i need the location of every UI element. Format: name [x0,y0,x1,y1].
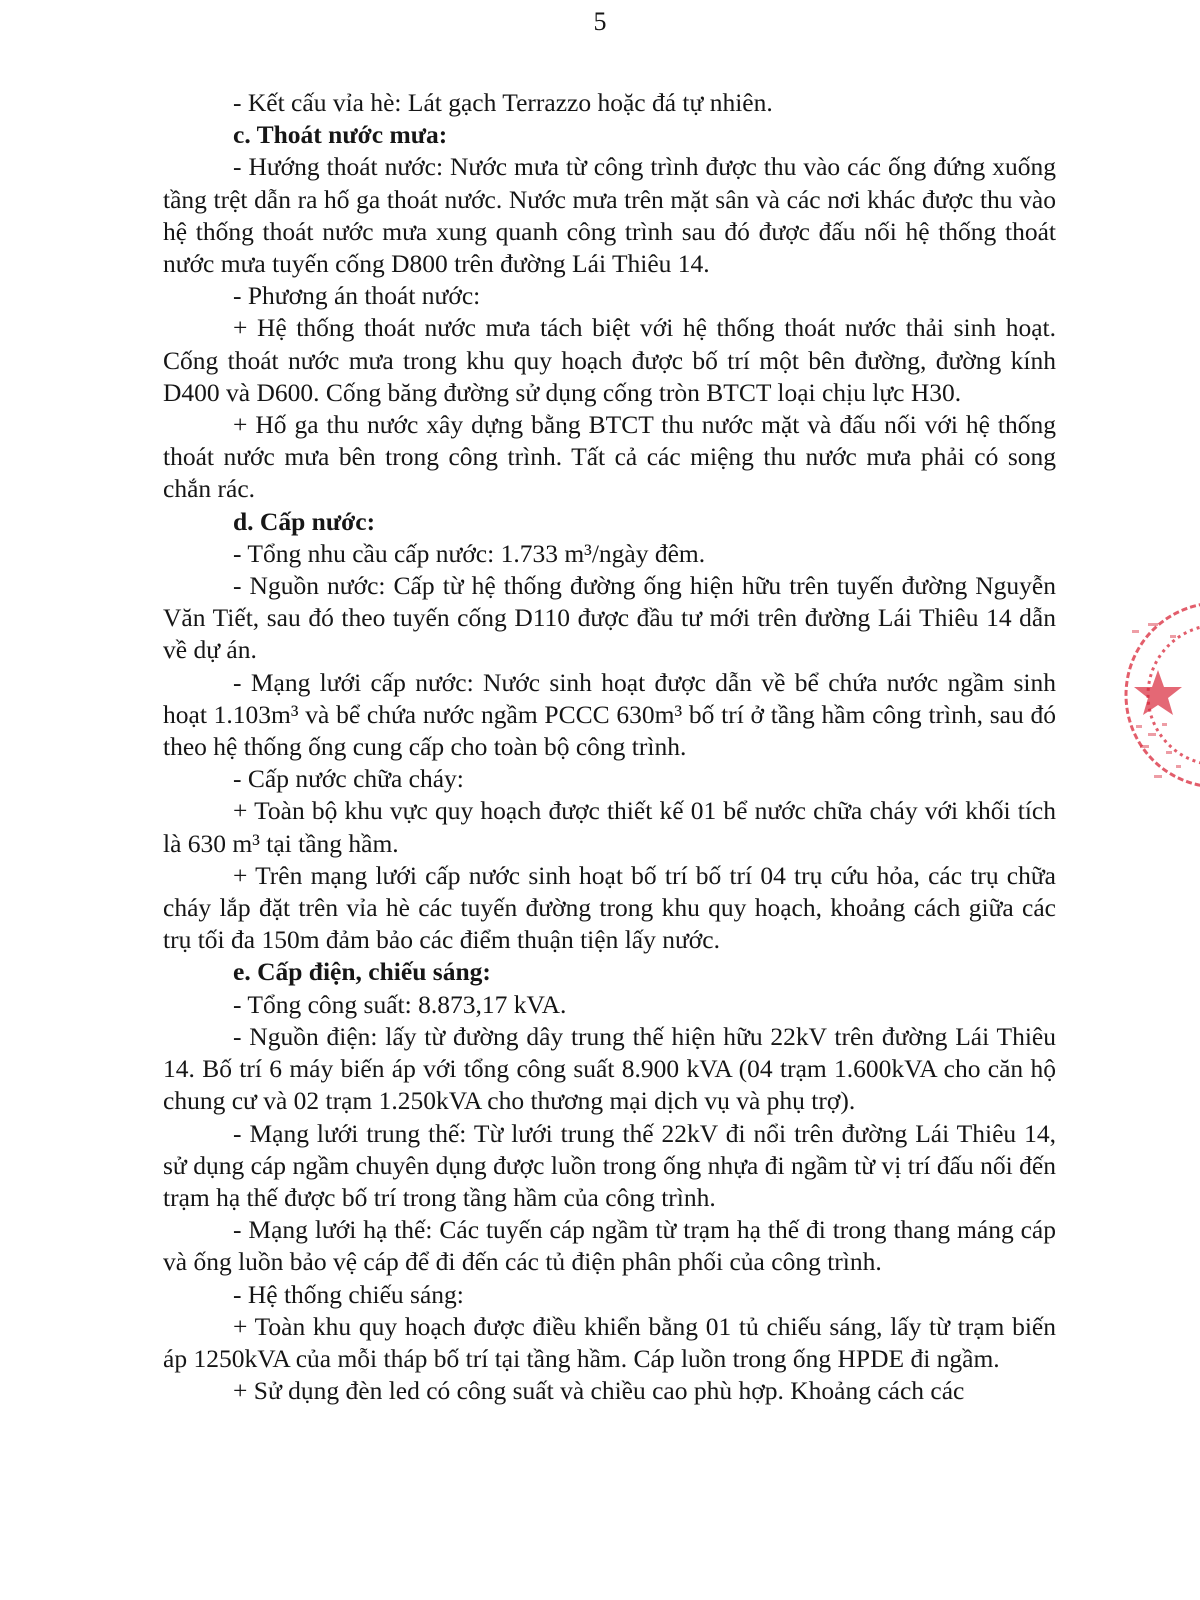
section-heading: d. Cấp nước: [233,506,376,536]
page-number: 5 [593,7,607,36]
paragraph: - Mạng lưới trung thế: Từ lưới trung thế 22kV đi nổi trên đường Lái Thiêu 14, sử dụng cáp ngầm chuyên dụng được luồn trong ống nhựa đi ngầm từ vị trí đấu nối đến trạm hạ thế được bố trí trong tầng hầm của công trình. [163,1118,1056,1212]
section-heading: c. Thoát nước mưa: [233,120,448,150]
paragraph: + Sử dụng đèn led có công suất và chiều cao phù hợp. Khoảng cách các [233,1376,965,1406]
paragraph: - Cấp nước chữa cháy: [233,764,464,794]
paragraph: - Mạng lưới cấp nước: Nước sinh hoạt được dẫn về bể chứa nước ngầm sinh hoạt 1.103m³ và bể chứa nước ngầm PCCC 630m³ bố trí ở tầng hầm công trình, sau đó theo hệ thống ống cung cấp cho toàn bộ công trình. [163,667,1056,762]
paragraph: - Tổng nhu cầu cấp nước: 1.733 m³/ngày đêm. [233,538,706,568]
paragraph: + Toàn bộ khu vực quy hoạch được thiết kế 01 bể nước chữa cháy với khối tích là 630 m³ tại tầng hầm. [163,796,1056,858]
paragraph: - Nguồn điện: lấy từ đường dây trung thế hiện hữu 22kV trên đường Lái Thiêu 14. Bố trí 6 máy biến áp với tổng công suất 8.900 kVA (04 trạm 1.600kVA cho căn hộ chung cư và 02 trạm 1.250kVA cho thương mại dịch vụ và phụ trợ). [163,1021,1056,1116]
seal-stamp [1118,575,1200,815]
paragraph: - Nguồn nước: Cấp từ hệ thống đường ống hiện hữu trên tuyến đường Nguyễn Văn Tiết, sau đó theo tuyến cống D110 được đầu tư mới trên đường Lái Thiêu 14 dẫn về dự án. [163,571,1056,665]
paragraph: - Kết cấu vỉa hè: Lát gạch Terrazzo hoặc đá tự nhiên. [233,88,773,117]
paragraph: - Tổng công suất: 8.873,17 kVA. [233,989,567,1019]
paragraph: + Hệ thống thoát nước mưa tách biệt với hệ thống thoát nước thải sinh hoạt. Cống thoát nước mưa trong khu quy hoạch được bố trí một bên đường, đường kính D400 và D600. Cống băng đường sử dụng cống tròn BTCT loại chịu lực H30. [163,313,1056,407]
paragraph: + Toàn khu quy hoạch được điều khiển bằng 01 tủ chiếu sáng, lấy từ trạm biến áp 1250kVA của mỗi tháp bố trí tại tầng hầm. Cáp luồn trong ống HPDE đi ngầm. [163,1311,1056,1373]
paragraph: - Hệ thống chiếu sáng: [233,1279,464,1309]
seal-star [1134,670,1182,715]
paragraph: - Hướng thoát nước: Nước mưa từ công trình được thu vào các ống đứng xuống tầng trệt dẫn ra hố ga thoát nước. Nước mưa trên mặt sân và các nơi khác được thu vào hệ thống thoát nước mưa xung quanh công trình sau đó được đấu nối hệ thống thoát nước mưa tuyến cống D800 trên đường Lái Thiêu 14. [163,152,1056,279]
paragraph: - Mạng lưới hạ thế: Các tuyến cáp ngầm từ trạm hạ thế đi trong thang máng cáp và ống luồn bảo vệ cáp để đi đến các tủ điện phân phối của công trình. [163,1215,1056,1277]
section-heading: e. Cấp điện, chiếu sáng: [233,957,491,987]
paragraph: + Trên mạng lưới cấp nước sinh hoạt bố trí bố trí 04 trụ cứu hỏa, các trụ chữa cháy lắp đặt trên vỉa hè các tuyến đường trong khu quy hoạch, khoảng cách giữa các trụ tối đa 150m đảm bảo các điểm thuận tiện lấy nước. [163,860,1056,955]
paragraph: - Phương án thoát nước: [233,281,481,311]
document-body [163,87,1056,1407]
paragraph: + Hố ga thu nước xây dựng bằng BTCT thu nước mặt và đấu nối với hệ thống thoát nước mưa bên trong công trình. Tất cả các miệng thu nước mưa phải có song chắn rác. [163,410,1056,504]
seal-stamp-graphic [1118,575,1200,815]
